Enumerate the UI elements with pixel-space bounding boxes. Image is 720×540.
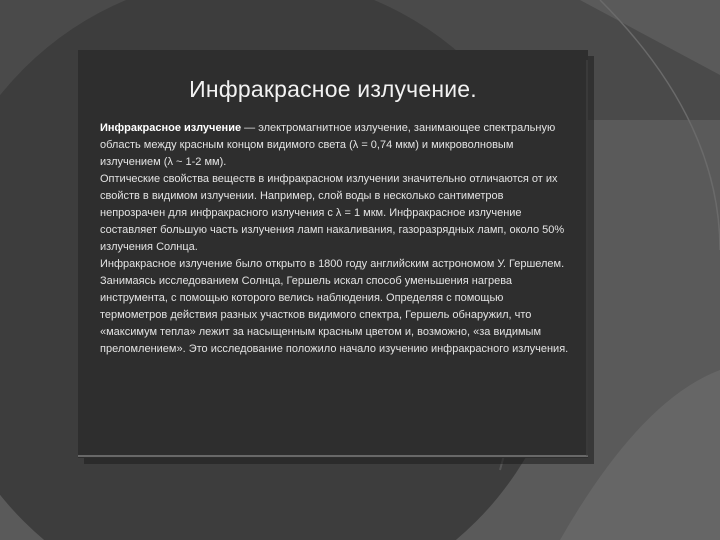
slide-body [100, 120, 570, 358]
slide-title: Инфракрасное излучение. [189, 76, 477, 102]
definition-text: — электромагнитное излучение, занимающее спектральную область между красным концом видимого света (λ = 0,74 мкм) и микроволновым излучением (λ ~ 1-2 мм). [100, 122, 556, 168]
term-highlight: Инфракрасное излучение [100, 122, 242, 134]
optics-paragraph: Оптические свойства веществ в инфракрасном излучении значительно отличаются от их свойств в видимом излучении. Например, слой воды в несколько сантиметров непрозрачен для инфракрасного излучения с λ = 1 мкм. Инфракрасное излучение составляет большую часть излучения ламп накаливания, газоразрядных ламп, около 50% излучения Солнца. [100, 173, 565, 253]
history-paragraph: Инфракрасное излучение было открыто в 1800 году английским астрономом У. Гершелем. Занимаясь исследованием Солнца, Гершель искал способ уменьшения нагрева инструмента, с помощью которого велись наблюдения. Определяя с помощью термометров действия разных участков видимого спектра, Гершель обнаружил, что «максимум тепла» лежит за насыщенным красным цветом и, возможно, «за видимым преломлением». Это исследование положило начало изучению инфракрасного излучения. [100, 258, 569, 355]
definition-paragraph [100, 120, 570, 171]
